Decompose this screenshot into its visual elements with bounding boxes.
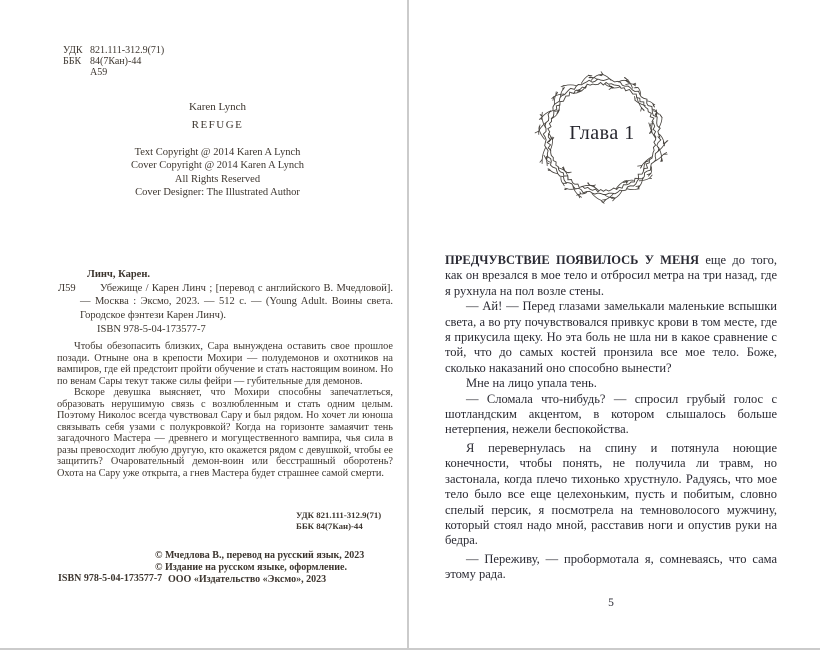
imprint-copyright-edition: © Издание на русском языке, оформление. — [155, 562, 347, 574]
imprint-publisher: ООО «Издательство «Эксмо», 2023 — [168, 574, 327, 586]
udk-value: 821.111-312.9(71) — [90, 45, 165, 56]
imprint-page — [0, 0, 407, 648]
udk-footer: УДК 821.111-312.9(71) — [296, 510, 382, 520]
annotation-paragraph: Чтобы обезопасить близких, Сара вынуждена оставить свое прошлое позади. Отныне она в крепости Мохири — полудемонов и охотников на вампиров, где ей предстоит пройти обучение и стать настоящим воином. Но по венам Сары текут также силы фейри — губительные для демонов. — [57, 341, 393, 387]
copyright-line: Cover Designer: The Illustrated Author — [135, 187, 300, 199]
author-code: А59 — [90, 67, 108, 78]
catalog-card-block — [57, 268, 393, 337]
paragraph — [445, 253, 777, 299]
bbk-value: 84(7Кан)-44 — [90, 56, 142, 67]
imprint-copyright-translation: © Мчедлова В., перевод на русский язык, 2023 — [155, 550, 365, 561]
bbk-footer: ББК 84(7Кан)-44 — [296, 520, 363, 531]
page-number: 5 — [608, 597, 614, 609]
udk-label: УДК — [63, 45, 83, 56]
catalog-author-heading: Линч, Карен. — [87, 269, 150, 280]
paragraph-text: еще до того, как он врезался в мое тело и отбросил метра на три назад, где я рухнула на пол возле стены. — [445, 253, 777, 298]
author-code-row — [63, 67, 164, 78]
paragraph: Мне на лицо упала тень. — [466, 376, 597, 391]
chapter-header — [529, 64, 675, 210]
paragraph: — Сломала что-нибудь? — спросил грубый голос с шотландским акцентом, в котором слышалось больше нетерпения, нежели беспокойства. — [445, 391, 777, 437]
catalog-description-wrap — [57, 282, 393, 323]
udk-row — [63, 45, 164, 56]
chapter-text — [445, 253, 777, 583]
chapter-title: Глава 1 — [569, 122, 635, 144]
catalog-code: Л59 — [58, 282, 76, 294]
original-title: REFUGE — [191, 119, 244, 131]
bbk-label: ББК — [63, 56, 82, 67]
copyright-line: Text Copyright @ 2014 Karen A Lynch — [134, 147, 301, 158]
chapter-page — [409, 0, 820, 648]
spacer — [63, 67, 90, 78]
annotation-paragraph: Вскоре девушка выясняет, что Мохири способны запечатлеться, образовать нерушимую связь с возлюбленным и стать одним целым. Поэтому Николос всегда чувствовал Сару и был рядом. Но хочет ли юноша связывать себя узами с полукровкой? Когда на горизонте замаячит тень загадочного Мастера — древнего и могущественного вампира, чья сила в разы превосходит любую другую, кто окажется рядом с девушкой, чтобы ее защитить? Очаровательный демон-воин или бесстрашный оборотень? Охота на Сару уже открыта, а гнев Мастера будет страшнее самой смерти. — [57, 387, 393, 479]
classification-footer — [296, 510, 381, 532]
bottom-border — [0, 648, 820, 650]
copyright-block — [30, 146, 405, 200]
paragraph: — Переживу, — пробормотала я, сомневаясь, что сама этому рада. — [445, 551, 777, 582]
classification-block — [63, 45, 164, 78]
paragraph-lead: ПРЕДЧУВСТВИЕ ПОЯВИЛОСЬ У МЕНЯ — [445, 253, 700, 267]
paragraph: Я перевернулась на спину и потянула ноющие конечности, чтобы понять, не получила ли травм, но застонала, когда плечо тихонько хрустнуло. Радуясь, что мое тело было все еще целехоньким, пусть и побитым, словно спелый персик, я посмотрела на темноволосого мужчину, который стоял надо мной, расставив ноги и опустив руки на бедра. — [445, 440, 777, 548]
original-author: Karen Lynch — [188, 101, 247, 113]
imprint-isbn: ISBN 978-5-04-173577-7 — [58, 573, 163, 584]
bbk-row — [63, 56, 164, 67]
copyright-line: All Rights Reserved — [174, 173, 261, 185]
catalog-isbn: ISBN 978-5-04-173577-7 — [97, 324, 206, 336]
imprint-copyright-block — [155, 550, 364, 587]
annotation-block — [57, 341, 393, 479]
paragraph: — Ай! — Перед глазами замелькали маленькие вспышки света, а во рту почувствовался привкус крови в том месте, где я прикусила щеку. Но эта боль не шла ни в какое сравнение с той, что до самых костей пронзила все мое тело. Боже, сколько наказаний оно способно вынести? — [445, 299, 777, 375]
copyright-line: Cover Copyright @ 2014 Karen A Lynch — [131, 160, 304, 172]
catalog-description: Убежище / Карен Линч ; [перевод с английского В. Мчедловой]. — Москва : Эксмо, 2023. — 512 с. — (Young Adult. Воины света. Городское фэнтези Карен Линч). — [80, 282, 393, 321]
